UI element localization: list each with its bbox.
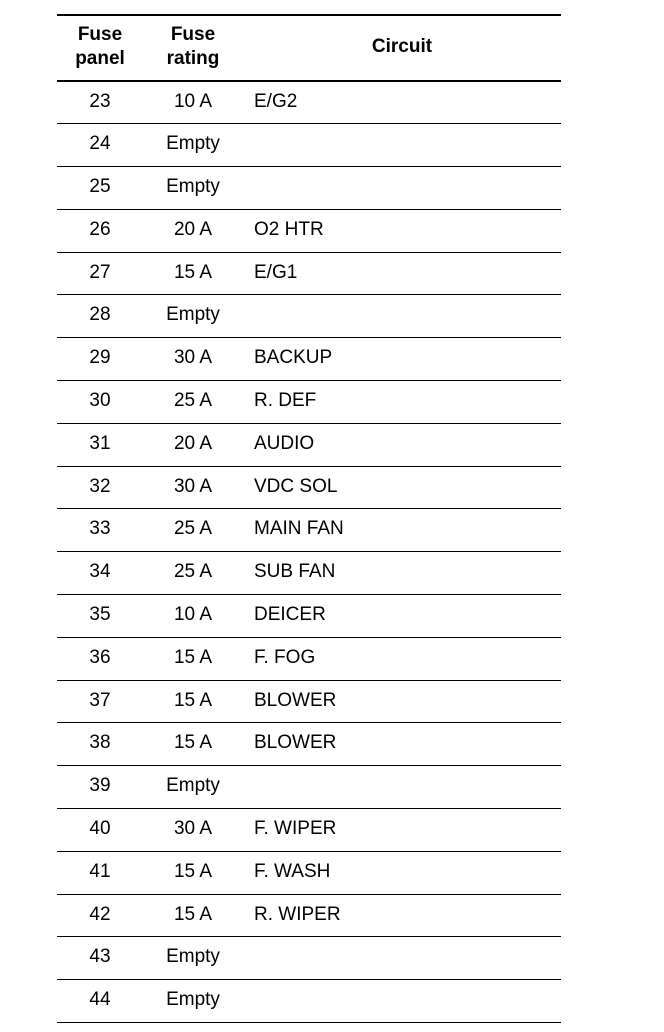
table-row — [57, 338, 561, 381]
cell-circuit — [243, 124, 561, 167]
cell-circuit: E/G1 — [243, 252, 561, 295]
cell-fuse-rating: 15 A — [143, 680, 243, 723]
cell-fuse-rating: 30 A — [143, 809, 243, 852]
cell-circuit: BACKUP — [243, 338, 561, 381]
cell-circuit — [243, 937, 561, 980]
cell-fuse-panel: 27 — [57, 252, 143, 295]
cell-fuse-panel: 37 — [57, 680, 143, 723]
cell-circuit: BLOWER — [243, 680, 561, 723]
column-header-fuse-rating — [143, 15, 243, 81]
table-header-row — [57, 15, 561, 81]
table-header — [57, 15, 561, 81]
column-header-circuit: Circuit — [243, 15, 561, 81]
cell-fuse-rating: Empty — [143, 124, 243, 167]
cell-fuse-panel: 29 — [57, 338, 143, 381]
cell-circuit: VDC SOL — [243, 466, 561, 509]
column-header-fuse-rating-line2: rating — [166, 47, 220, 69]
cell-circuit — [243, 167, 561, 210]
cell-fuse-rating: 25 A — [143, 552, 243, 595]
cell-fuse-panel: 24 — [57, 124, 143, 167]
table-row — [57, 766, 561, 809]
cell-fuse-rating: Empty — [143, 766, 243, 809]
cell-circuit: BLOWER — [243, 723, 561, 766]
table-row — [57, 680, 561, 723]
cell-fuse-rating: 15 A — [143, 637, 243, 680]
table-row — [57, 295, 561, 338]
table-row — [57, 252, 561, 295]
cell-circuit: DEICER — [243, 595, 561, 638]
column-header-fuse-panel-line1: Fuse — [77, 24, 123, 45]
cell-fuse-panel: 30 — [57, 381, 143, 424]
table-row — [57, 595, 561, 638]
table-row — [57, 466, 561, 509]
cell-fuse-rating: 20 A — [143, 423, 243, 466]
column-header-fuse-panel-line2: panel — [75, 47, 125, 69]
table-row — [57, 637, 561, 680]
cell-circuit: E/G2 — [243, 81, 561, 124]
cell-fuse-rating: 25 A — [143, 381, 243, 424]
cell-fuse-rating: Empty — [143, 167, 243, 210]
cell-fuse-rating: Empty — [143, 937, 243, 980]
cell-circuit: AUDIO — [243, 423, 561, 466]
cell-fuse-rating: 15 A — [143, 723, 243, 766]
cell-fuse-rating: 10 A — [143, 595, 243, 638]
cell-fuse-panel: 41 — [57, 851, 143, 894]
column-header-fuse-panel — [57, 15, 143, 81]
cell-circuit: O2 HTR — [243, 209, 561, 252]
cell-fuse-rating: 15 A — [143, 894, 243, 937]
cell-fuse-panel: 33 — [57, 509, 143, 552]
cell-circuit — [243, 766, 561, 809]
cell-fuse-panel: 40 — [57, 809, 143, 852]
cell-fuse-panel: 39 — [57, 766, 143, 809]
cell-circuit — [243, 980, 561, 1023]
cell-fuse-panel: 43 — [57, 937, 143, 980]
cell-fuse-panel: 35 — [57, 595, 143, 638]
cell-fuse-rating: 25 A — [143, 509, 243, 552]
table-row — [57, 124, 561, 167]
cell-circuit — [243, 295, 561, 338]
cell-fuse-rating: 20 A — [143, 209, 243, 252]
cell-fuse-panel: 31 — [57, 423, 143, 466]
cell-fuse-panel: 28 — [57, 295, 143, 338]
cell-fuse-panel: 42 — [57, 894, 143, 937]
cell-circuit: F. WIPER — [243, 809, 561, 852]
table-row — [57, 381, 561, 424]
table-row — [57, 509, 561, 552]
column-header-fuse-rating-line1: Fuse — [170, 24, 216, 45]
cell-circuit: F. FOG — [243, 637, 561, 680]
table-row — [57, 209, 561, 252]
table-row — [57, 167, 561, 210]
cell-fuse-panel: 34 — [57, 552, 143, 595]
table-row — [57, 894, 561, 937]
table-body — [57, 81, 561, 1023]
cell-fuse-rating: Empty — [143, 980, 243, 1023]
table-row — [57, 980, 561, 1023]
table-row — [57, 723, 561, 766]
cell-fuse-panel: 25 — [57, 167, 143, 210]
cell-fuse-panel: 26 — [57, 209, 143, 252]
cell-fuse-rating: Empty — [143, 295, 243, 338]
cell-fuse-rating: 30 A — [143, 466, 243, 509]
cell-fuse-rating: 10 A — [143, 81, 243, 124]
table-row — [57, 552, 561, 595]
cell-fuse-panel: 36 — [57, 637, 143, 680]
cell-circuit: R. DEF — [243, 381, 561, 424]
fuse-panel-table — [57, 14, 561, 1023]
cell-fuse-panel: 23 — [57, 81, 143, 124]
cell-circuit: F. WASH — [243, 851, 561, 894]
table-row — [57, 423, 561, 466]
cell-circuit: SUB FAN — [243, 552, 561, 595]
cell-fuse-panel: 44 — [57, 980, 143, 1023]
cell-fuse-rating: 15 A — [143, 252, 243, 295]
cell-circuit: R. WIPER — [243, 894, 561, 937]
cell-fuse-rating: 15 A — [143, 851, 243, 894]
cell-circuit: MAIN FAN — [243, 509, 561, 552]
table-row — [57, 851, 561, 894]
table-row — [57, 81, 561, 124]
table-row — [57, 937, 561, 980]
cell-fuse-panel: 38 — [57, 723, 143, 766]
cell-fuse-rating: 30 A — [143, 338, 243, 381]
table-row — [57, 809, 561, 852]
cell-fuse-panel: 32 — [57, 466, 143, 509]
